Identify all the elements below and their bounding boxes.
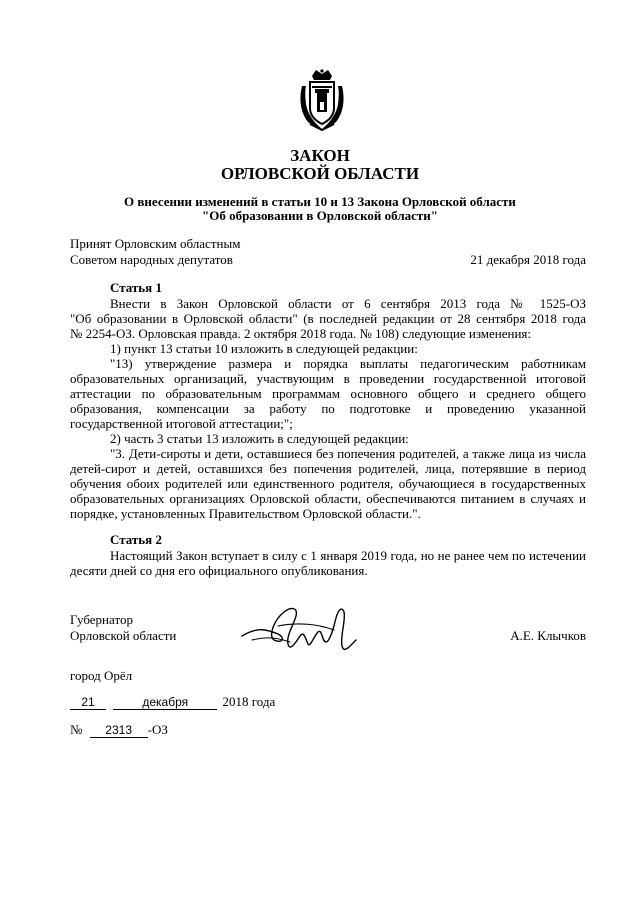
law-region: ОРЛОВСКОЙ ОБЛАСТИ — [220, 164, 420, 183]
article1-point1: 1) пункт 13 статьи 10 изложить в следующей редакции: — [110, 341, 418, 356]
quote2-line5: порядке, установленных Правительством Орловской области.". — [70, 506, 421, 521]
article2-line2: десяти дней со дня его официального опубликования. — [70, 563, 368, 578]
article2-heading: Статья 2 — [110, 532, 162, 547]
article2-line1: Настоящий Закон вступает в силу с 1 января 2019 года, но не ранее чем по истечении — [110, 548, 586, 563]
quote1-line2: образовательных организаций, участвующим в проведении государственной итоговой — [70, 371, 586, 386]
article1-intro-line1: Внести в Закон Орловской области от 6 сентября 2013 года № 1525-ОЗ — [110, 296, 586, 311]
coat-of-arms-icon — [296, 68, 348, 132]
law-subtitle-line1: О внесении изменений в статьи 10 и 13 Закона Орловской области — [124, 194, 516, 209]
article1-intro-line3: № 2254-ОЗ. Орловская правда. 2 октября 2018 года. № 108) следующие изменения: — [70, 326, 531, 341]
date-day: 21 — [70, 695, 106, 710]
law-title: ЗАКОН — [290, 146, 350, 165]
article1-point2: 2) часть 3 статьи 13 изложить в следующей редакции: — [110, 431, 409, 446]
quote2-line3: обучения обоих родителей или единственного родителя, обучающиеся в государственных — [70, 476, 586, 491]
quote2-line1: "3. Дети-сироты и дети, оставшиеся без попечения родителей, а также лица из числа — [110, 446, 586, 461]
number-value: 2313 — [90, 723, 148, 738]
adoption-date: 21 декабря 2018 года — [470, 252, 586, 267]
signing-date — [70, 694, 275, 710]
adoption-line1: Принят Орловским областным — [70, 236, 241, 251]
governor-name: А.Е. Клычков — [510, 628, 586, 643]
city: город Орёл — [70, 668, 133, 683]
governor-title-line1: Губернатор — [70, 612, 133, 627]
quote2-line2: детей-сирот и детей, оставшихся без попечения родителей, лица, потерявшие в период — [70, 461, 586, 476]
law-subtitle-line2: "Об образовании в Орловской области" — [202, 208, 438, 223]
number-sign: № — [70, 722, 83, 737]
handwritten-signature-icon — [238, 596, 368, 666]
article1-heading: Статья 1 — [110, 280, 162, 295]
quote1-line5: государственной итоговой аттестации;"; — [70, 416, 293, 431]
quote1-line4: образования, компенсации за работу по подготовке и проведению указанной — [70, 401, 586, 416]
adoption-line2: Советом народных депутатов — [70, 252, 233, 267]
number-suffix: -ОЗ — [147, 722, 168, 737]
quote1-line3: аттестации по образовательным программам основного общего и среднего общего — [70, 386, 586, 401]
quote1-line1: "13) утверждение размера и порядка выплаты педагогическим работникам — [110, 356, 586, 371]
governor-title-line2: Орловской области — [70, 628, 177, 643]
law-number — [70, 722, 168, 738]
article1-intro-line2: "Об образовании в Орловской области" (в последней редакции от 28 сентября 2018 года — [70, 311, 586, 326]
date-month: декабря — [113, 695, 217, 710]
quote2-line4: образовательных организациях Орловской области, обеспечиваются питанием в случаях и — [70, 491, 586, 506]
date-year: 2018 года — [222, 694, 276, 709]
